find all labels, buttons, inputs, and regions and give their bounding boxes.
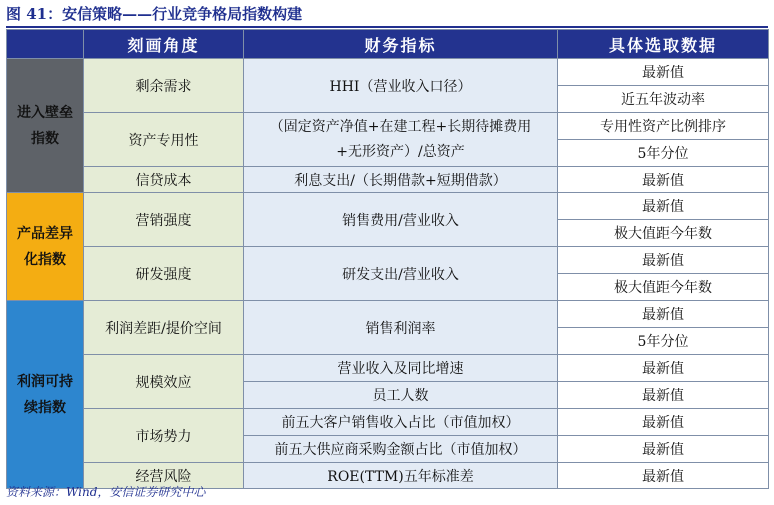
selection-cell: 近五年波动率	[558, 86, 769, 113]
indicator-cell: HHI（营业收入口径）	[244, 59, 558, 113]
dimension-cell: 信贷成本	[84, 167, 244, 193]
header-row	[7, 30, 769, 59]
dimension-cell: 规模效应	[84, 355, 244, 409]
header-dimension: 刻画角度	[84, 30, 244, 59]
category-profit-sustainability	[7, 301, 84, 489]
indicator-cell: ROE(TTM)五年标准差	[244, 463, 558, 489]
dimension-cell: 研发强度	[84, 247, 244, 301]
indicator-cell: 营业收入及同比增速	[244, 355, 558, 382]
selection-cell: 5年分位	[558, 328, 769, 355]
selection-cell: 最新值	[558, 193, 769, 220]
dimension-cell: 营销强度	[84, 193, 244, 247]
category-label-line1: 产品差异	[17, 225, 73, 242]
indicator-cell: 利息支出/（长期借款+短期借款）	[244, 167, 558, 193]
selection-cell: 最新值	[558, 167, 769, 193]
selection-cell: 最新值	[558, 301, 769, 328]
category-label-line2: 化指数	[24, 251, 66, 268]
indicator-line: +无形资产）/总资产	[336, 143, 465, 160]
table-row	[7, 247, 769, 274]
selection-cell: 5年分位	[558, 140, 769, 167]
selection-cell: 极大值距今年数	[558, 274, 769, 301]
source-note: 资料来源：Wind，安信证券研究中心	[6, 485, 206, 499]
selection-cell: 最新值	[558, 436, 769, 463]
selection-cell: 最新值	[558, 247, 769, 274]
selection-cell: 最新值	[558, 382, 769, 409]
indicator-cell	[244, 113, 558, 167]
category-product-differentiation	[7, 193, 84, 301]
table-row	[7, 167, 769, 193]
header-category	[7, 30, 84, 59]
selection-cell: 专用性资产比例排序	[558, 113, 769, 140]
competition-index-table	[6, 29, 769, 489]
dimension-cell: 市场势力	[84, 409, 244, 463]
title-underline	[6, 26, 768, 28]
header-indicator: 财务指标	[244, 30, 558, 59]
selection-cell: 最新值	[558, 355, 769, 382]
table-row	[7, 193, 769, 220]
selection-cell: 最新值	[558, 409, 769, 436]
category-label-line2: 续指数	[24, 399, 66, 416]
figure-title: 图 41：安信策略——行业竞争格局指数构建	[6, 5, 303, 23]
indicator-cell: 销售利润率	[244, 301, 558, 355]
indicator-cell: 员工人数	[244, 382, 558, 409]
dimension-cell: 资产专用性	[84, 113, 244, 167]
selection-cell: 极大值距今年数	[558, 220, 769, 247]
category-label-line1: 进入壁垒	[17, 104, 73, 121]
dimension-cell: 剩余需求	[84, 59, 244, 113]
table-row	[7, 59, 769, 86]
selection-cell: 最新值	[558, 59, 769, 86]
dimension-cell: 经营风险	[84, 463, 244, 489]
indicator-cell: 前五大客户销售收入占比（市值加权）	[244, 409, 558, 436]
category-entry-barrier	[7, 59, 84, 193]
indicator-cell: 研发支出/营业收入	[244, 247, 558, 301]
category-label-line1: 利润可持	[17, 373, 73, 390]
category-label-line2: 指数	[31, 130, 59, 147]
selection-cell: 最新值	[558, 463, 769, 489]
table-row	[7, 301, 769, 328]
indicator-cell: 前五大供应商采购金额占比（市值加权）	[244, 436, 558, 463]
indicator-cell: 销售费用/营业收入	[244, 193, 558, 247]
header-selection: 具体选取数据	[558, 30, 769, 59]
dimension-cell: 利润差距/提价空间	[84, 301, 244, 355]
table-row	[7, 409, 769, 436]
table-row	[7, 355, 769, 382]
indicator-line: （固定资产净值+在建工程+长期待摊费用	[269, 118, 532, 135]
table-row	[7, 113, 769, 140]
